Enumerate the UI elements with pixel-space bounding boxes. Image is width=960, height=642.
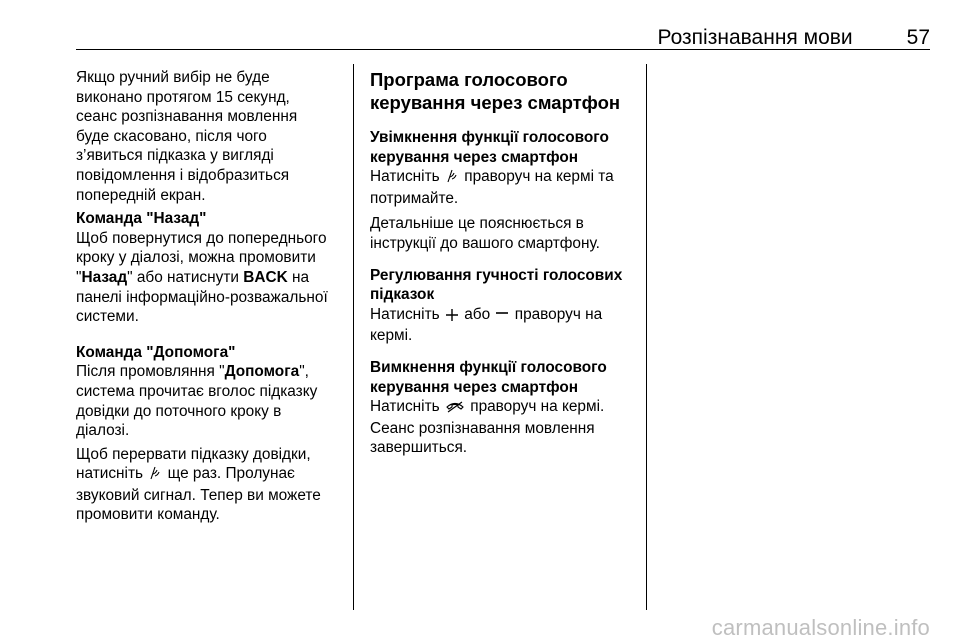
intro-line: сеанс розпізнавання мовлення — [76, 108, 298, 126]
back-text-part: " або натиснути — [127, 268, 244, 286]
interrupt-paragraph — [76, 445, 346, 525]
intro-line: попередній екран. — [76, 186, 206, 204]
enable-text — [370, 167, 638, 208]
enable-section — [370, 128, 638, 254]
back-line — [76, 268, 346, 288]
help-text-part: ", — [299, 363, 309, 381]
quote: " — [76, 268, 82, 286]
intro-line: з’явиться підказка у вигляді — [76, 147, 274, 165]
volume-text — [370, 305, 638, 346]
middle-column — [370, 68, 638, 474]
help-command-heading: Команда "Допомога" — [76, 343, 236, 361]
volume-text-part: праворуч на кермі. — [370, 305, 603, 345]
intro-line: виконано протягом 15 секунд, — [76, 88, 290, 106]
enable-details: Детальніше це пояснюється в інструкції до вашого смартфону. — [370, 215, 600, 252]
disable-section — [370, 358, 638, 458]
disable-text-part: праворуч на кермі. — [465, 398, 605, 416]
help-command-word: Допомога — [224, 363, 300, 381]
interrupt-line — [76, 464, 346, 486]
plus-icon — [446, 307, 458, 327]
volume-text-part: або — [459, 305, 495, 323]
back-command-section — [76, 209, 346, 327]
volume-text-part: Натисніть — [370, 305, 444, 323]
page-number: 57 — [906, 26, 930, 49]
interrupt-line: промовити команду. — [76, 506, 220, 524]
help-text-part: Після промовляння " — [76, 363, 225, 381]
column-divider-left — [353, 64, 354, 610]
disable-heading: Вимкнення функції голосового керування через смартфон — [370, 358, 607, 396]
column-divider-right — [646, 64, 647, 610]
end-call-icon — [446, 399, 464, 419]
minus-icon — [496, 307, 508, 327]
header-divider — [76, 49, 930, 50]
back-line: системи. — [76, 308, 139, 326]
intro-paragraph — [76, 68, 346, 205]
intro-line: буде скасовано, після чого — [76, 127, 267, 145]
back-key-label: BACK — [243, 268, 288, 286]
section-title: Розпізнавання мови — [657, 26, 853, 49]
intro-line: Якщо ручний вибір не буде — [76, 69, 270, 86]
back-text-part: на — [287, 268, 310, 286]
help-line: довідки до поточного кроку в — [76, 402, 282, 420]
interrupt-line: Щоб перервати підказку довідки, — [76, 445, 311, 463]
interrupt-text-part: ще раз. Пролунає — [163, 465, 295, 483]
enable-text-part: праворуч на кермі та потримайте. — [370, 168, 614, 207]
disable-text-part: Натисніть — [370, 398, 444, 416]
disable-text — [370, 397, 638, 419]
back-command-word: Назад — [81, 268, 128, 286]
help-command-section — [76, 343, 346, 441]
help-line — [76, 362, 346, 382]
smartphone-section-heading: Програма голосового керування через смартфон — [370, 69, 621, 113]
interrupt-line: звуковий сигнал. Тепер ви можете — [76, 486, 321, 504]
voice-command-icon — [149, 466, 161, 486]
enable-text-part: Натисніть — [370, 168, 444, 186]
interrupt-text-part: натисніть — [76, 465, 148, 483]
intro-line: повідомлення і відобразиться — [76, 166, 290, 184]
back-command-heading: Команда "Назад" — [76, 210, 207, 228]
voice-command-icon — [446, 169, 458, 189]
help-line: система прочитає вголос підказку — [76, 382, 318, 400]
help-line: діалозі. — [76, 422, 130, 440]
left-column — [76, 68, 346, 541]
enable-heading: Увімкнення функції голосового керування через смартфон — [370, 129, 609, 166]
back-line: кроку у діалозі, можна промовити — [76, 249, 316, 267]
back-line: Щоб повернутися до попереднього — [76, 229, 327, 247]
volume-heading: Регулювання гучності голосових підказок — [370, 266, 623, 304]
back-line: панелі інформаційно-розважальної — [76, 288, 328, 306]
disable-text-line2: Сеанс розпізнавання мовлення завершиться. — [370, 419, 595, 457]
volume-section — [370, 266, 638, 346]
watermark: carmanualsonline.info — [711, 615, 930, 640]
